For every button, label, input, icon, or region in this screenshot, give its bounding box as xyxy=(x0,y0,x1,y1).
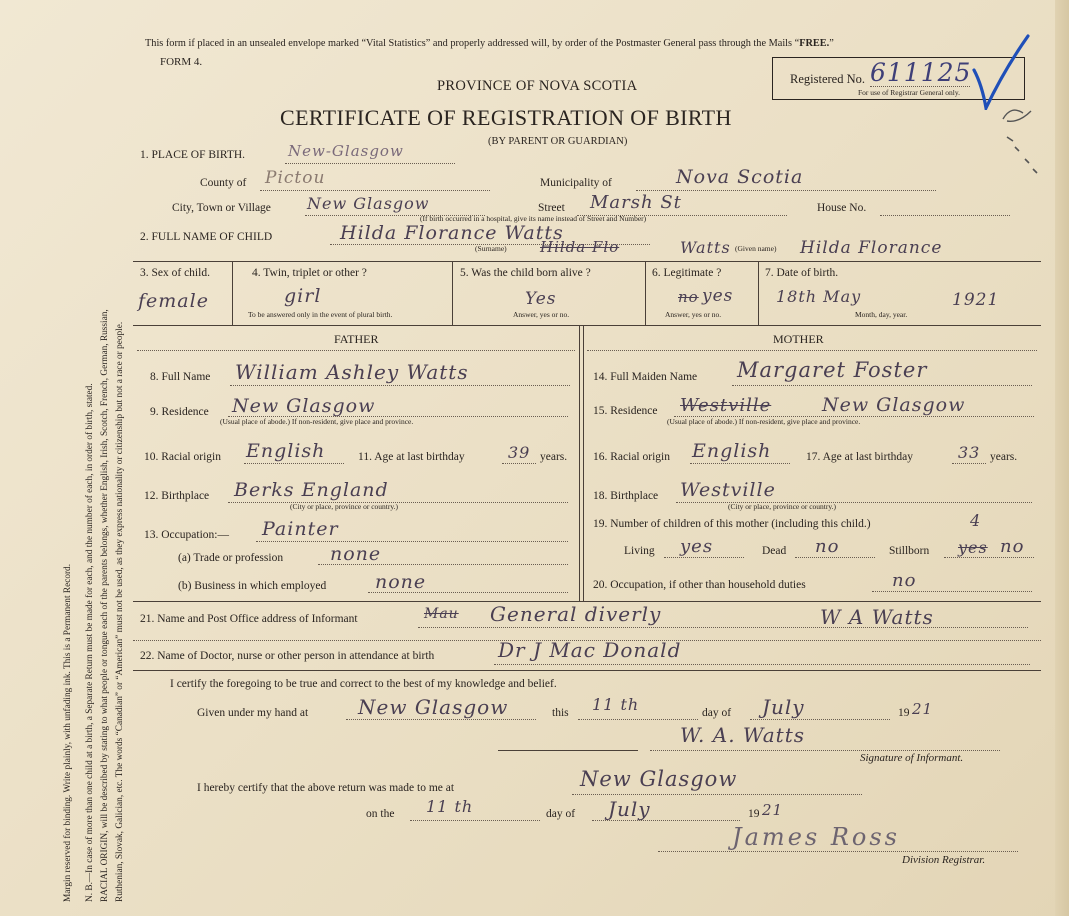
legitimate-struck: no xyxy=(678,288,699,306)
mother-residence-value: New Glasgow xyxy=(822,394,966,416)
informant-label: 21. Name and Post Office address of Informant xyxy=(140,613,358,625)
pencil-marks-icon xyxy=(985,95,1055,185)
father-trade-label: (a) Trade or profession xyxy=(178,552,284,564)
street-value: Marsh St xyxy=(590,192,682,213)
mother-residence-note: (Usual place of abode.) If non-resident, give place and province. xyxy=(667,417,861,426)
sex-value: female xyxy=(138,290,209,312)
mother-birthplace-label: 18. Birthplace xyxy=(593,490,659,502)
city-label: City, Town or Village xyxy=(172,202,271,214)
father-trade-value: none xyxy=(330,543,382,565)
registrar-year-prefix: 19 xyxy=(748,808,760,820)
province-title: PROVINCE OF NOVA SCOTIA xyxy=(437,78,638,94)
twin-value: girl xyxy=(284,285,322,307)
registrar-day-value: 11 th xyxy=(426,797,474,816)
registrar-place-value: New Glasgow xyxy=(580,767,738,791)
form-number: FORM 4. xyxy=(160,56,203,68)
mother-birthplace-value: Westville xyxy=(680,479,776,501)
informant-value: General diverly xyxy=(490,602,662,626)
doctor-value: Dr J Mac Donald xyxy=(498,638,682,662)
informant-signature: W. A. Watts xyxy=(680,723,806,747)
scan-edge xyxy=(1055,0,1069,916)
county-label: County of xyxy=(200,177,247,189)
margin-note-racial-origin-2: Ruthenian, Slovak, Galician, etc. The words “Canadian” or “American” must not be used, as they express nationality or citizenship but not a race or people. xyxy=(115,321,125,902)
given-day-value: 11 th xyxy=(592,695,640,714)
mother-age-value: 33 xyxy=(958,443,981,462)
mother-occupation-value: no xyxy=(892,570,917,591)
child-name-value: Hilda Florance Watts xyxy=(340,222,564,244)
municipality-label: Municipality of xyxy=(540,177,612,189)
registrar-note: For use of Registrar General only. xyxy=(858,88,960,97)
hospital-note: (If birth occurred in a hospital, give its name instead of Street and Number) xyxy=(420,214,647,223)
child-struck-name: Hilda Flo xyxy=(540,238,620,256)
street-label: Street xyxy=(538,202,565,214)
margin-note-binding: Margin reserved for binding. Write plainly, with unfading ink. This is a Permanent Record. xyxy=(63,563,73,902)
place-of-birth-label: 1. PLACE OF BIRTH. xyxy=(140,149,246,161)
registrar-caption: Division Registrar. xyxy=(902,854,986,866)
child-name-label: 2. FULL NAME OF CHILD xyxy=(140,231,273,243)
alive-value: Yes xyxy=(525,289,557,309)
mother-stillborn-struck: yes xyxy=(958,538,988,557)
father-residence-value: New Glasgow xyxy=(232,395,376,417)
twin-note: To be answered only in the event of plural birth. xyxy=(248,310,393,319)
father-name-value: William Ashley Watts xyxy=(235,360,469,384)
legitimate-value: yes xyxy=(702,286,734,306)
mother-heading: MOTHER xyxy=(773,332,824,346)
father-residence-label: 9. Residence xyxy=(150,406,209,418)
father-occupation-value: Painter xyxy=(262,518,339,540)
given-year-prefix: 19 xyxy=(898,707,910,719)
mail-notice: This form if placed in an unsealed envelope marked “Vital Statistics” and properly addressed will, by order of the Postmaster General pass through the Mails “FREE.” xyxy=(145,38,834,49)
mother-children-value: 4 xyxy=(970,511,982,530)
legitimate-note: Answer, yes or no. xyxy=(665,310,722,319)
mother-name-value: Margaret Foster xyxy=(737,358,928,382)
mother-children-label: 19. Number of children of this mother (including this child.) xyxy=(593,518,871,530)
given-under-label: Given under my hand at xyxy=(197,707,309,719)
margin-note-racial-origin-1: RACIAL ORIGIN, will be described by stating to what people or tongue each of the parents belongs, whether English, Irish, Scotch, French, German, Russian, xyxy=(100,309,110,902)
mother-stillborn-label: Stillborn xyxy=(889,545,930,557)
father-heading: FATHER xyxy=(334,332,379,346)
birth-date-note: Month, day, year. xyxy=(855,310,908,319)
city-value: New Glasgow xyxy=(307,194,430,213)
father-birthplace-value: Berks England xyxy=(234,479,389,501)
registrar-day-of-label: day of xyxy=(546,808,576,820)
alive-label: 5. Was the child born alive ? xyxy=(460,267,591,279)
father-racial-value: English xyxy=(246,440,326,462)
mother-residence-struck: Westville xyxy=(680,395,772,416)
mother-living-value: yes xyxy=(680,536,714,557)
mother-dead-label: Dead xyxy=(762,545,787,557)
mother-racial-value: English xyxy=(692,440,772,462)
on-the-label: on the xyxy=(366,808,395,820)
father-racial-label: 10. Racial origin xyxy=(144,451,221,463)
father-years-label: years. xyxy=(540,451,568,463)
given-place-value: New Glasgow xyxy=(358,695,509,719)
father-age-label: 11. Age at last birthday xyxy=(358,451,465,463)
given-month-value: July xyxy=(762,695,805,719)
given-year-suffix: 21 xyxy=(912,700,934,718)
father-name-label: 8. Full Name xyxy=(150,371,211,383)
municipality-value: Nova Scotia xyxy=(676,166,804,188)
registrar-statement: I hereby certify that the above return was made to me at xyxy=(197,782,455,794)
mother-racial-label: 16. Racial origin xyxy=(593,451,670,463)
mother-age-label: 17. Age at last birthday xyxy=(806,451,913,463)
informant-struck: Mau xyxy=(424,606,459,622)
father-business-label: (b) Business in which employed xyxy=(178,580,327,592)
certify-statement: I certify the foregoing to be true and correct to the best of my knowledge and belief. xyxy=(170,678,557,690)
father-occupation-label: 13. Occupation:— xyxy=(144,529,229,541)
informant-signature-value: W A Watts xyxy=(820,605,934,629)
birth-date-label: 7. Date of birth. xyxy=(765,267,839,279)
signature-caption: Signature of Informant. xyxy=(860,752,964,764)
registrar-year-suffix: 21 xyxy=(762,801,784,819)
mother-years-label: years. xyxy=(990,451,1018,463)
father-residence-note: (Usual place of abode.) If non-resident, give place and province. xyxy=(220,417,414,426)
mother-stillborn-value: no xyxy=(1000,536,1025,557)
sex-label: 3. Sex of child. xyxy=(140,267,210,279)
father-business-value: none xyxy=(375,571,427,593)
registrar-month-value: July xyxy=(608,797,651,821)
this-label: this xyxy=(552,707,569,719)
county-value: Pictou xyxy=(265,168,326,188)
page-title: CERTIFICATE OF REGISTRATION OF BIRTH xyxy=(280,105,732,130)
child-surname-value: Watts xyxy=(680,238,731,257)
twin-label: 4. Twin, triplet or other ? xyxy=(252,267,367,279)
house-number-label: House No. xyxy=(817,202,867,214)
registered-number: 611125 xyxy=(870,58,972,87)
birth-date-value: 18th May xyxy=(776,287,862,306)
registered-label: Registered No. xyxy=(790,72,865,86)
father-birthplace-label: 12. Birthplace xyxy=(144,490,210,502)
surname-caption: (Surname) xyxy=(475,244,507,253)
mother-occupation-label: 20. Occupation, if other than household duties xyxy=(593,579,806,591)
mother-dead-value: no xyxy=(815,536,840,557)
mother-living-label: Living xyxy=(624,545,655,557)
child-given-name-value: Hilda Florance xyxy=(800,238,943,258)
margin-note-multiple-births: N. B.—In case of more than one child at a birth, a Separate Return must be made for each, and the number of each, in order of birth, stated. xyxy=(85,383,95,902)
legitimate-label: 6. Legitimate ? xyxy=(652,267,722,279)
place-of-birth-value: New-Glasgow xyxy=(288,142,404,160)
doctor-label: 22. Name of Doctor, nurse or other person in attendance at birth xyxy=(140,650,435,662)
mother-birthplace-note: (City or place, province or country.) xyxy=(728,502,837,511)
day-of-label: day of xyxy=(702,707,732,719)
father-birthplace-note: (City or place, province or country.) xyxy=(290,502,399,511)
given-name-caption: (Given name) xyxy=(735,244,777,253)
mother-name-label: 14. Full Maiden Name xyxy=(593,371,698,383)
registrar-signature: James Ross xyxy=(732,823,900,851)
birth-year-value: 1921 xyxy=(952,290,1000,310)
father-age-value: 39 xyxy=(508,443,531,462)
mother-residence-label: 15. Residence xyxy=(593,405,658,417)
page-subtitle: (BY PARENT OR GUARDIAN) xyxy=(488,136,628,147)
alive-note: Answer, yes or no. xyxy=(513,310,570,319)
